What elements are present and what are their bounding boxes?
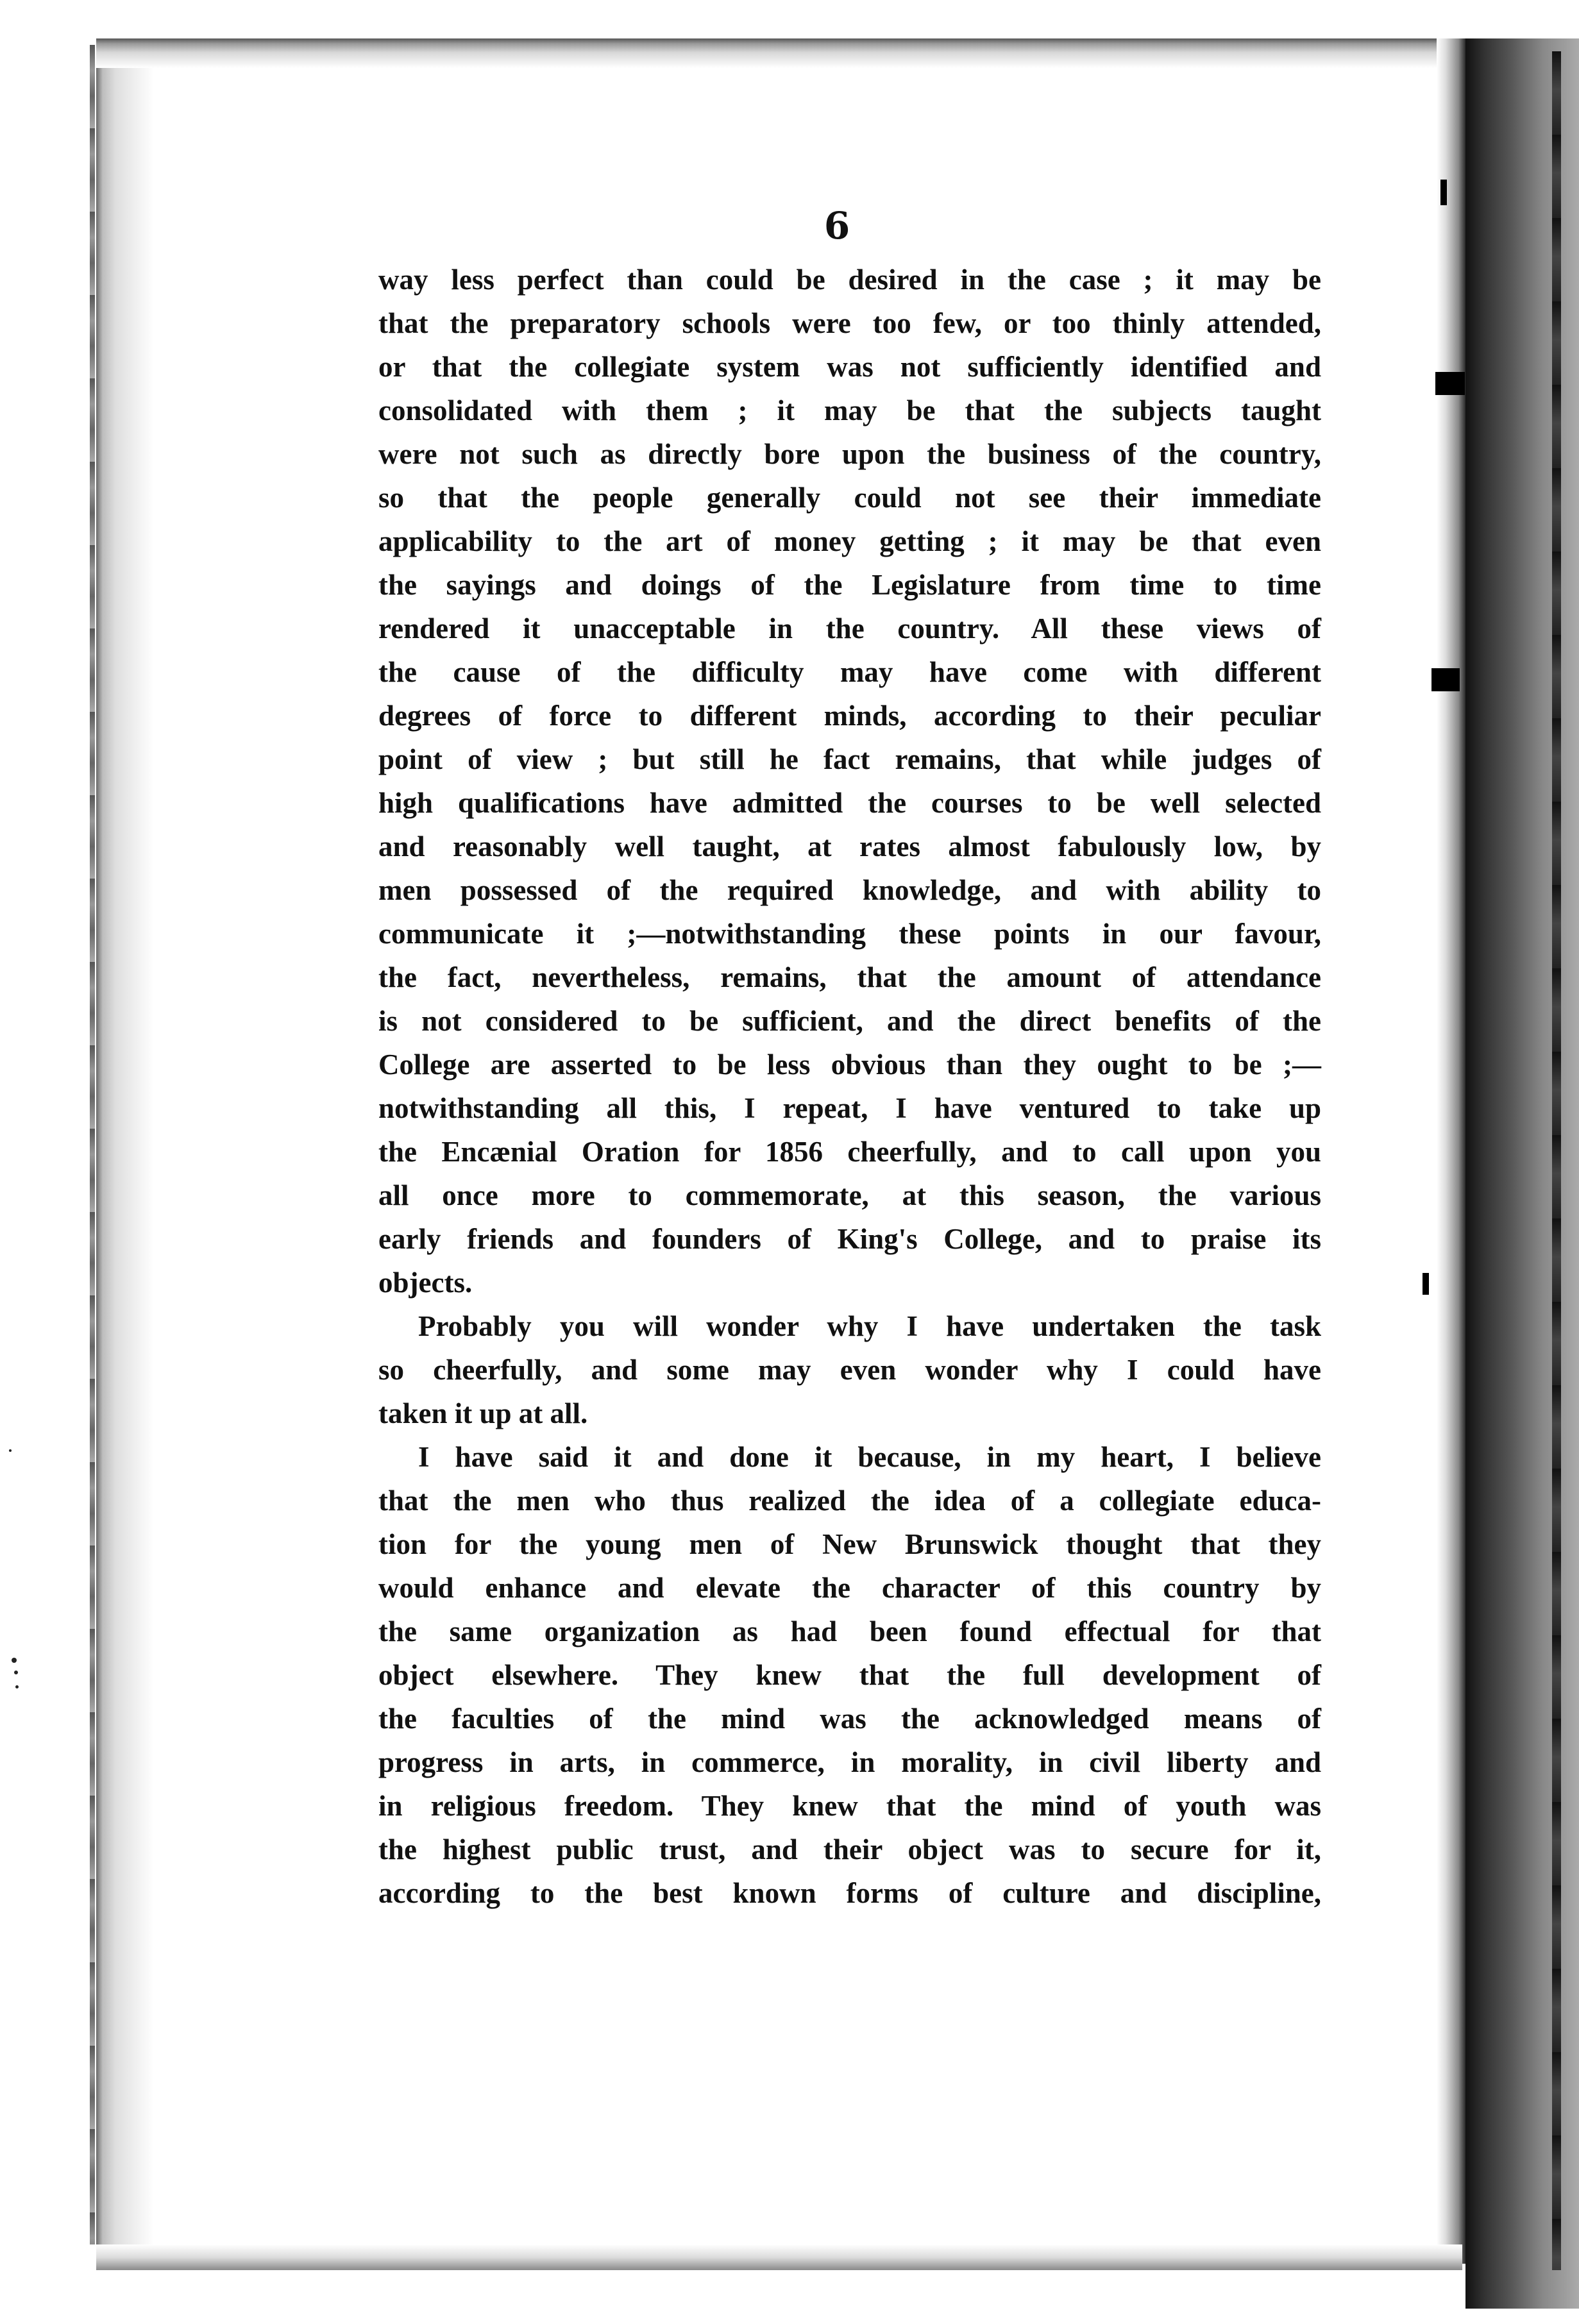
page-bottom-edge (96, 2244, 1462, 2270)
text-line: the highest public trust, and their object was to secure for it, (378, 1833, 1321, 1865)
text-line: the faculties of the mind was the acknowledged means of (378, 1703, 1321, 1735)
text-line: Probably you will wonder why I have undertaken the task (418, 1310, 1321, 1342)
text-line: the same organization as had been found effectual for that (378, 1615, 1321, 1647)
text-line: point of view ; but still he fact remains, that while judges of (378, 743, 1321, 775)
text-line: so cheerfully, and some may even wonder why I could have (378, 1354, 1321, 1386)
text-line: men possessed of the required knowledge, and with ability to (378, 874, 1321, 906)
text-line: College are asserted to be less obvious than they ought to be ;— (378, 1048, 1321, 1081)
text-line: or that the collegiate system was not sufficiently identified and (378, 351, 1321, 383)
scan-speck (14, 1671, 18, 1674)
text-line: the Encænial Oration for 1856 cheerfully, and to call upon you (378, 1136, 1321, 1168)
page-number: 6 (823, 204, 850, 248)
text-line: would enhance and elevate the character of this country by (378, 1572, 1321, 1604)
text-line: is not considered to be sufficient, and the direct benefits of the (378, 1005, 1321, 1037)
text-line: communicate it ;—notwithstanding these points in our favour, (378, 918, 1321, 950)
text-line: tion for the young men of New Brunswick thought that they (378, 1528, 1321, 1560)
text-line: way less perfect than could be desired in the case ; it may be (378, 264, 1321, 296)
text-line: progress in arts, in commerce, in morality, in civil liberty and (378, 1746, 1321, 1778)
text-line: that the men who thus realized the idea of a collegiate educa- (378, 1485, 1321, 1517)
text-line: applicability to the art of money getting ; it may be that even (378, 525, 1321, 557)
text-line: high qualifications have admitted the courses to be well selected (378, 787, 1321, 819)
edge-notch (1440, 180, 1447, 205)
body-text (378, 258, 1321, 1915)
text-line: that the preparatory schools were too few, or too thinly attended, (378, 307, 1321, 339)
text-line: in religious freedom. They knew that the mind of youth was (378, 1790, 1321, 1822)
text-line: object elsewhere. They knew that the full development of (378, 1659, 1321, 1691)
text-line: degrees of force to different minds, according to their peculiar (378, 700, 1321, 732)
text-line: consolidated with them ; it may be that the subjects taught (378, 394, 1321, 426)
edge-notch (1423, 1273, 1429, 1295)
text-line: taken it up at all. (378, 1397, 588, 1429)
text-line: according to the best known forms of culture and discipline, (378, 1877, 1321, 1909)
scan-speck (15, 1685, 19, 1688)
text-line: I have said it and done it because, in my heart, I believe (418, 1441, 1321, 1473)
edge-notch (1431, 668, 1460, 691)
text-line: the sayings and doings of the Legislature from time to time (378, 569, 1321, 601)
text-line: and reasonably well taught, at rates almost fabulously low, by (378, 830, 1321, 863)
text-line: early friends and founders of King's College, and to praise its (378, 1223, 1321, 1255)
text-line: objects. (378, 1267, 473, 1299)
edge-notch (1435, 372, 1465, 395)
text-line: the fact, nevertheless, remains, that the amount of attendance (378, 961, 1321, 993)
page-top-edge (96, 38, 1462, 68)
binding-gutter (1465, 38, 1579, 2309)
scan-speck (9, 1449, 12, 1452)
page-left-edge (96, 38, 154, 2251)
scan-speck (12, 1658, 17, 1663)
text-line: all once more to commemorate, at this season, the various (378, 1179, 1321, 1211)
text-line: notwithstanding all this, I repeat, I have ventured to take up (378, 1092, 1321, 1124)
page-left-fringe (90, 45, 95, 2244)
gutter-stripe (1552, 51, 1561, 2270)
text-line: rendered it unacceptable in the country. All these views of (378, 612, 1321, 644)
text-line: were not such as directly bore upon the business of the country, (378, 438, 1321, 470)
text-line: so that the people generally could not see their immediate (378, 482, 1321, 514)
text-line: the cause of the difficulty may have come with different (378, 656, 1321, 688)
